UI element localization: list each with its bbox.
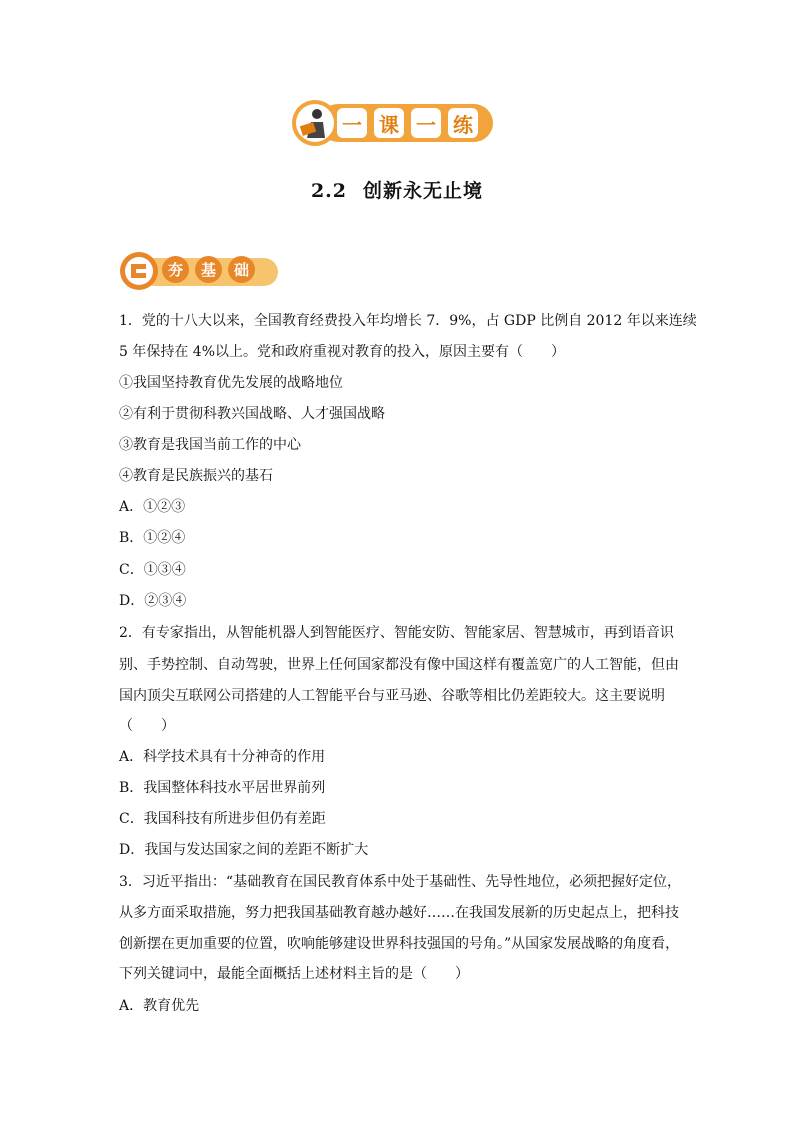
- question-2-stem: 2．有专家指出，从智能机器人到智能医疗、智能安防、智能家居、智慧城市，再到语音识: [119, 625, 674, 641]
- banner-chars: [337, 102, 491, 144]
- question-1-option-b: B．①②④: [119, 530, 186, 546]
- section-emblem-icon: [118, 250, 162, 292]
- question-3-option-a: A．教育优先: [119, 998, 200, 1014]
- question-1-stem: 5 年保持在 4%以上。党和政府重视对教育的投入，原因主要有（ ）: [119, 344, 566, 360]
- question-1-statement: ④教育是民族振兴的基石: [119, 468, 273, 484]
- banner-char: 课: [374, 108, 404, 138]
- question-2-stem: （ ）: [119, 718, 175, 734]
- question-1-statement: ③教育是我国当前工作的中心: [119, 437, 301, 453]
- question-3-stem: 下列关键词中，最能全面概括上述材料主旨的是（ ）: [119, 966, 469, 982]
- question-1-option-a: A．①②③: [119, 499, 186, 515]
- question-2-option-d: D．我国与发达国家之间的差距不断扩大: [119, 842, 369, 858]
- question-1-statement: ②有利于贯彻科教兴国战略、人才强国战略: [119, 406, 385, 422]
- question-2-option-b: B．我国整体科技水平居世界前列: [119, 780, 326, 796]
- question-2-stem: 别、手势控制、自动驾驶，世界上任何国家都没有像中国这样有覆盖宽广的人工智能，但由: [119, 657, 679, 673]
- question-1-statement: ①我国坚持教育优先发展的战略地位: [119, 375, 343, 391]
- question-1-option-d: D．②③④: [119, 593, 187, 609]
- section-header: [118, 250, 280, 292]
- question-3-stem: 创新摆在更加重要的位置，吹响能够建设世界科技强国的号角。”从国家发展战略的角度看，: [119, 936, 680, 952]
- section-char: 基: [195, 256, 222, 283]
- section-chars: [162, 256, 255, 283]
- banner-char: 一: [411, 108, 441, 138]
- question-2-option-c: C．我国科技有所进步但仍有差距: [119, 811, 326, 827]
- question-3-stem: 从多方面采取措施，努力把我国基础教育越办越好……在我国发展新的历史起点上，把科技: [119, 905, 679, 921]
- teacher-reading-icon: [289, 98, 341, 148]
- section-char: 夯: [162, 256, 189, 283]
- question-3-stem: 3．习近平指出：“基础教育在国民教育体系中处于基础性、先导性地位，必须把握好定位，: [119, 874, 682, 890]
- title-text: 创新永无止境: [363, 180, 484, 202]
- title-number: 2.2: [310, 180, 348, 202]
- banner-char: 练: [448, 108, 478, 138]
- question-1-stem: 1．党的十八大以来，全国教育经费投入年均增长 7．9%，占 GDP 比例自 2012 年以来连续: [119, 313, 697, 329]
- banner-char: 一: [337, 108, 367, 138]
- section-char: 础: [228, 256, 255, 283]
- question-2-stem: 国内顶尖互联网公司搭建的人工智能平台与亚马逊、谷歌等相比仍差距较大。这主要说明: [119, 688, 665, 704]
- question-2-option-a: A．科学技术具有十分神奇的作用: [119, 749, 326, 765]
- lesson-banner: [289, 98, 499, 148]
- page-title: [0, 176, 794, 203]
- question-1-option-c: C．①③④: [119, 562, 186, 578]
